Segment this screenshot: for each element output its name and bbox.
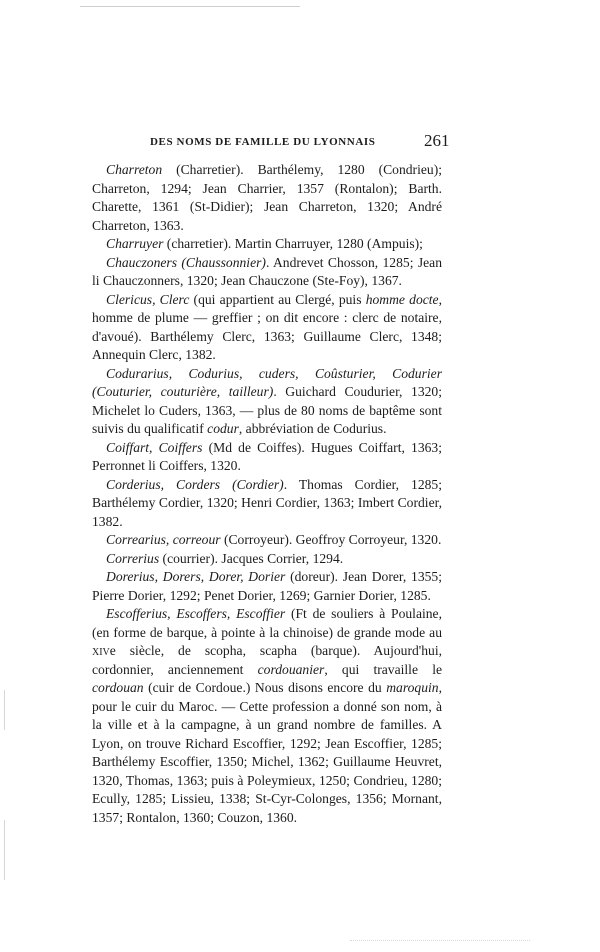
italic-term: Corderius, Corders (Cordier) bbox=[106, 476, 284, 492]
italic-term: cordouan bbox=[92, 680, 144, 695]
italic-term: Dorerius, Dorers, Dorer, Dorier bbox=[106, 569, 286, 584]
italic-term: Charruyer bbox=[106, 236, 164, 251]
entry-paragraph bbox=[92, 365, 442, 439]
page-number: 261 bbox=[424, 131, 450, 150]
text-segment: , abbréviation de Codurius. bbox=[238, 421, 387, 436]
text-segment: (courrier). Jacques Corrier, 1294. bbox=[159, 550, 344, 566]
bottom-edge-rule bbox=[350, 940, 530, 941]
text-segment: e siècle, de scopha, scapha (barque). Aujourd'hui, cordonnier, anciennement bbox=[92, 643, 442, 677]
entry-paragraph bbox=[92, 161, 442, 235]
body-text bbox=[92, 161, 442, 827]
text-segment: (Charretier). Barthélemy, 1280 (Condrieu); Charreton, 1294; Jean Charrier, 1357 (Rontalon); Barth. Charette, 1361 (St-Didier); Jean Charreton, 1320; André Charreton, 1363. bbox=[92, 162, 442, 233]
text-segment: (Ft de souliers à Poulaine, (en forme de barque, à pointe à la chinoise) de grande mode au bbox=[92, 606, 442, 640]
entry-paragraph bbox=[92, 476, 442, 532]
margin-mark bbox=[4, 690, 5, 730]
text-segment: (cuir de Cordoue.) Nous disons encore du bbox=[143, 680, 387, 695]
running-head: DES NOMS DE FAMILLE DU LYONNAIS bbox=[150, 136, 376, 148]
italic-term: homme docte bbox=[365, 291, 439, 307]
entry-paragraph bbox=[92, 235, 442, 254]
text-segment: (qui appartient au Clergé, puis bbox=[189, 291, 366, 307]
italic-term: maroquin bbox=[386, 680, 439, 695]
text-segment: (charretier). Martin Charruyer, 1280 (Ampuis); bbox=[163, 236, 423, 251]
text-segment: (Md de Coiffes). Hugues Coiffart, 1363; Perronnet li Coiffers, 1320. bbox=[92, 439, 442, 473]
entry-paragraph bbox=[92, 550, 442, 569]
text-segment: xiv bbox=[92, 643, 110, 658]
margin-mark bbox=[4, 820, 5, 880]
italic-term: codur bbox=[207, 421, 239, 436]
top-edge-rule bbox=[80, 6, 300, 7]
entry-paragraph bbox=[92, 605, 442, 827]
italic-term: Coiffart, Coiffers bbox=[106, 439, 203, 455]
entry-paragraph bbox=[92, 531, 442, 550]
text-segment: , homme de plume — greffier ; on dit encore : clerc de notaire, d'avoué). Barthélemy Clerc, 1363; Guillaume Clerc, 1348; Annequin Clerc, 1382. bbox=[92, 291, 442, 362]
text-segment: . Andrevet Chosson, 1285; Jean li Chauczonners, 1320; Jean Chauczone (Ste-Foy), 1367. bbox=[92, 254, 442, 288]
entry-paragraph bbox=[92, 568, 442, 605]
entry-paragraph bbox=[92, 254, 442, 291]
text-segment: . Guichard Coudurier, 1320; Michelet lo Cuders, 1363, — plus de 80 noms de baptême sont suivis du qualificatif bbox=[92, 384, 443, 436]
italic-term: Charreton bbox=[106, 162, 163, 177]
italic-term: Correarius, correour bbox=[106, 532, 221, 547]
italic-term: cordouanier bbox=[257, 661, 325, 677]
text-segment: , qui travaille le bbox=[324, 661, 442, 677]
italic-term: Codurarius, Codurius, cuders, Coûsturier, Codurier (Couturier, couturière, tailleur) bbox=[92, 365, 442, 399]
text-segment: (Corroyeur). Geoffroy Corroyeur, 1320. bbox=[220, 532, 442, 547]
italic-term: Chauczoners (Chaussonnier) bbox=[106, 254, 266, 270]
text-segment: . Thomas Cordier, 1285; Barthélemy Cordier, 1320; Henri Cordier, 1363; Imbert Cordier, 1382. bbox=[92, 476, 442, 529]
entry-paragraph bbox=[92, 439, 442, 476]
italic-term: Correrius bbox=[106, 550, 160, 566]
text-segment: , pour le cuir du Maroc. — Cette profession a donné son nom, à la ville et à la campagne, à un grand nombre de familles. A Lyon, on trouve Richard Escoffier, 1292; Jean Escoffier, 1285; Barthélemy Escoffier, 1350; Michel, 1362; Guillaume Heuvret, 1320, Thomas, 1363; puis à Poleymieux, 1250; Condrieu, 1280; Ecully, 1285; Lissieu, 1338; St-Cyr-Colonges, 1356; Mornant, 1357; Rontalon, 1360; Couzon, 1360. bbox=[92, 680, 442, 825]
italic-term: Clericus, Clerc bbox=[106, 291, 190, 307]
entry-paragraph bbox=[92, 291, 442, 365]
italic-term: Escofferius, Escoffers, Escoffier bbox=[106, 606, 286, 621]
text-segment: (doreur). Jean Dorer, 1355; Pierre Dorier, 1292; Penet Dorier, 1269; Garnier Dorier, 1285. bbox=[92, 569, 442, 603]
